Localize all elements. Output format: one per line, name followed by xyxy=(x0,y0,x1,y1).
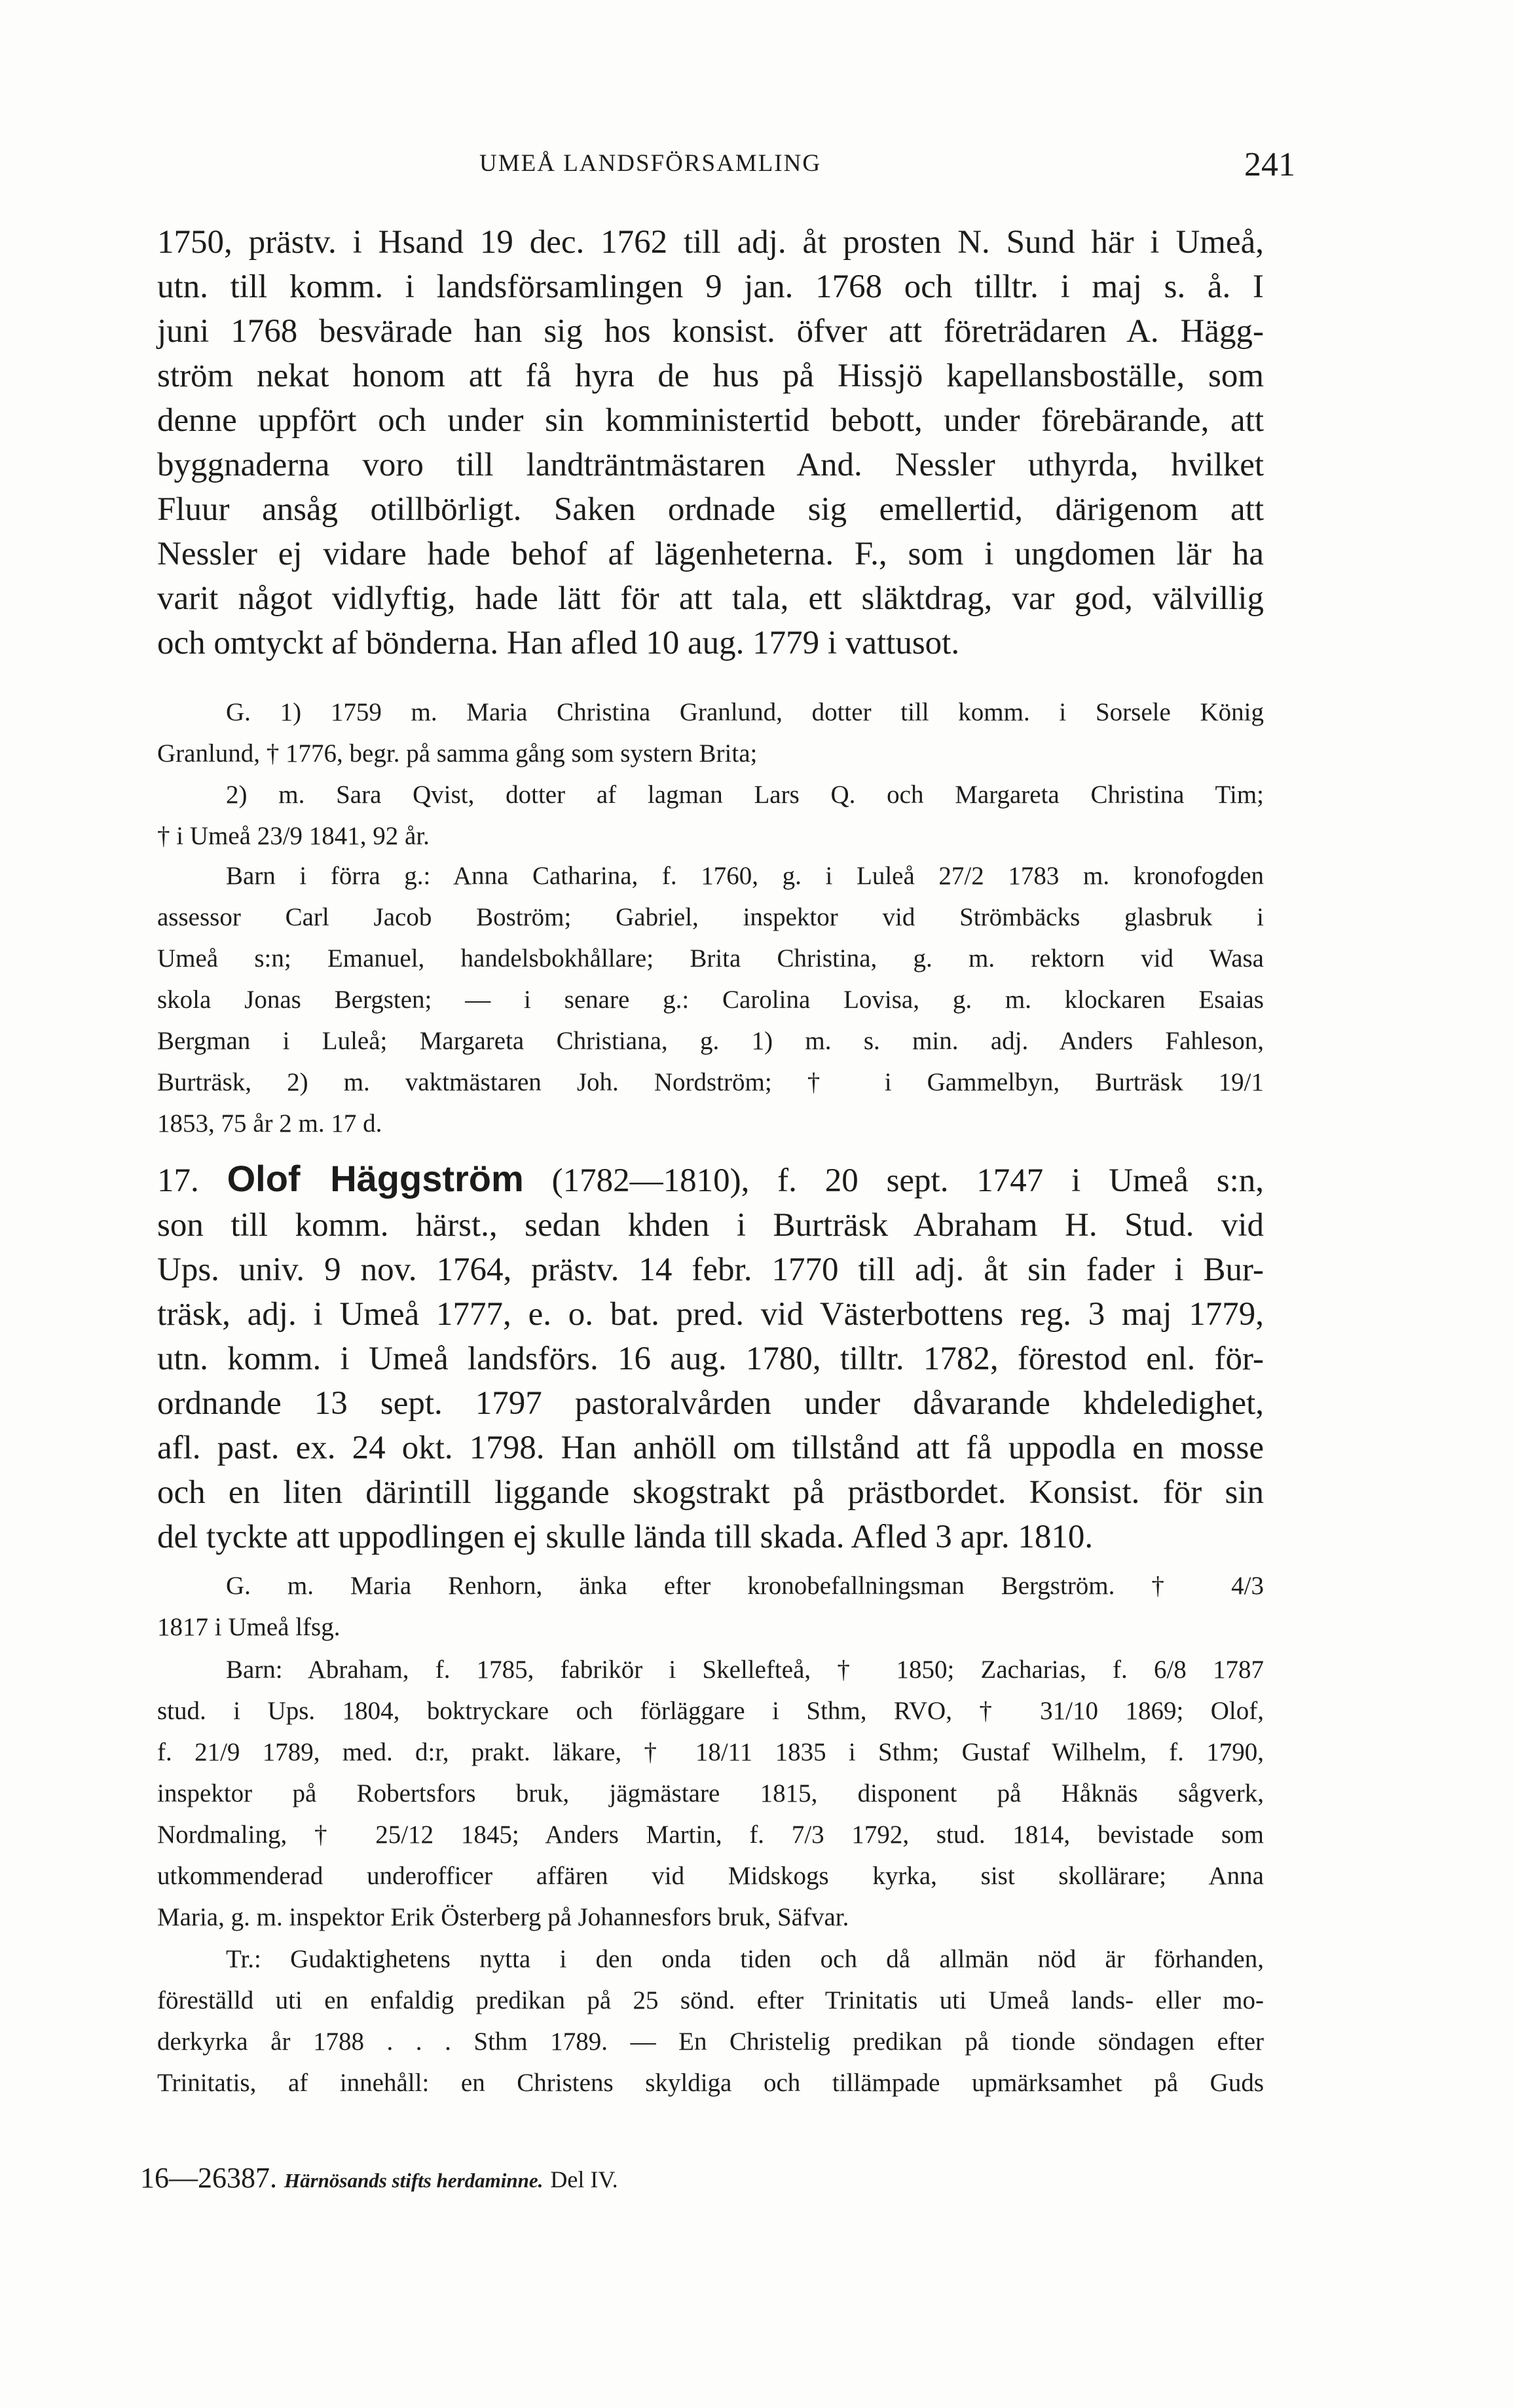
text-line: G. 1) 1759 m. Maria Christina Granlund, dotter till komm. i Sorsele König xyxy=(226,698,1264,726)
text-line: föreställd uti en enfaldig predikan på 25 sönd. efter Trinitatis uti Umeå lands- eller mo- xyxy=(157,1986,1264,2014)
page-number: 241 xyxy=(1244,146,1295,183)
paragraph-marriages-fluur xyxy=(157,692,1264,857)
book-title: Härnösands stifts herdaminne. xyxy=(284,2169,544,2192)
text-line: Maria, g. m. inspektor Erik Österberg på Johannesfors bruk, Säfvar. xyxy=(157,1903,849,1931)
text-line: derkyrka år 1788 . . . Sthm 1789. — En Christelig predikan på tionde söndagen efter xyxy=(157,2028,1264,2056)
text-line: träsk, adj. i Umeå 1777, e. o. bat. pred. vid Västerbottens reg. 3 maj 1779, xyxy=(157,1296,1264,1333)
text-line: stud. i Ups. 1804, boktryckare och förläggare i Sthm, RVO, † 31/10 1869; Olof, xyxy=(157,1697,1264,1725)
text-line: juni 1768 besvärade han sig hos konsist. öfver att företrädaren A. Hägg- xyxy=(157,313,1264,350)
entry-name: Olof Häggström xyxy=(227,1158,524,1199)
text-line: inspektor på Robertsfors bruk, jägmästare 1815, disponent på Håknäs sågverk, xyxy=(157,1779,1264,1807)
paragraph-fluur-biography xyxy=(157,220,1264,665)
text-line: Nordmaling, † 25/12 1845; Anders Martin, f. 7/3 1792, stud. 1814, bevistade som xyxy=(157,1821,1264,1849)
paragraph-children-fluur xyxy=(157,855,1264,1144)
entry-heading-line xyxy=(157,1157,1264,1203)
text-line: son till komm. härst., sedan khden i Burträsk Abraham H. Stud. vid xyxy=(157,1207,1264,1244)
entry-number: 17. xyxy=(157,1162,199,1199)
text-line: 1817 i Umeå lfsg. xyxy=(157,1613,341,1641)
text-line: 1750, prästv. i Hsand 19 dec. 1762 till adj. åt prosten N. Sund här i Umeå, xyxy=(157,224,1264,261)
text-line: utn. komm. i Umeå landsförs. 16 aug. 1780, tilltr. 1782, förestod enl. för- xyxy=(157,1341,1264,1377)
text-line: utn. till komm. i landsförsamlingen 9 jan. 1768 och tilltr. i maj s. å. I xyxy=(157,269,1264,305)
volume-label: Del IV. xyxy=(550,2166,618,2193)
paragraph-writings xyxy=(157,1938,1264,2103)
text-line: Tr.: Gudaktighetens nytta i den onda tiden och då allmän nöd är förhanden, xyxy=(226,1945,1264,1973)
text-line: skola Jonas Bergsten; — i senare g.: Carolina Lovisa, g. m. klockaren Esaias xyxy=(157,986,1264,1014)
running-head xyxy=(0,146,1514,189)
text-line: 1853, 75 år 2 m. 17 d. xyxy=(157,1109,382,1138)
text-line: 2) m. Sara Qvist, dotter af lagman Lars Q. och Margareta Christina Tim; xyxy=(226,781,1264,809)
running-title: UMEÅ LANDSFÖRSAMLING xyxy=(479,150,822,177)
text-line: del tyckte att uppodlingen ej skulle lända till skada. Afled 3 apr. 1810. xyxy=(157,1519,1094,1555)
page-footer xyxy=(140,2161,618,2195)
text-line: afl. past. ex. 24 okt. 1798. Han anhöll om tillstånd att få uppodla en mosse xyxy=(157,1430,1264,1466)
text-line: ström nekat honom att få hyra de hus på Hissjö kapellansboställe, som xyxy=(157,358,1264,394)
text-line: Nessler ej vidare hade behof af lägenheterna. F., som i ungdomen lär ha xyxy=(157,536,1264,572)
text-line: Burträsk, 2) m. vaktmästaren Joh. Nordström; † i Gammelbyn, Burträsk 19/1 xyxy=(157,1068,1264,1096)
entry-17-olof-haggstrom xyxy=(157,1157,1264,1559)
paragraph-marriage-haggstrom xyxy=(157,1565,1264,1648)
text-line: denne uppfört och under sin komministertid bebott, under förebärande, att xyxy=(157,402,1264,439)
printer-signature: 16—26387. xyxy=(140,2162,277,2194)
text-line: assessor Carl Jacob Boström; Gabriel, inspektor vid Strömbäcks glasbruk i xyxy=(157,903,1264,931)
text-line: Granlund, † 1776, begr. på samma gång som systern Brita; xyxy=(157,739,758,768)
text-line: Bergman i Luleå; Margareta Christiana, g. 1) m. s. min. adj. Anders Fahleson, xyxy=(157,1027,1264,1055)
text-line: byggnaderna voro till landträntmästaren And. Nessler uthyrda, hvilket xyxy=(157,447,1264,483)
text-line: (1782—1810), f. 20 sept. 1747 i Umeå s:n, xyxy=(523,1162,1265,1199)
text-line: utkommenderad underofficer affären vid Midskogs kyrka, sist skollärare; Anna xyxy=(157,1862,1264,1890)
text-line: ordnande 13 sept. 1797 pastoralvården under dåvarande khdeledighet, xyxy=(157,1385,1264,1422)
text-line: och en liten därintill liggande skogstrakt på prästbordet. Konsist. för sin xyxy=(157,1474,1264,1511)
text-line: † i Umeå 23/9 1841, 92 år. xyxy=(157,822,430,850)
text-line: Ups. univ. 9 nov. 1764, prästv. 14 febr. 1770 till adj. åt sin fader i Bur- xyxy=(157,1251,1264,1288)
text-line: Trinitatis, af innehåll: en Christens skyldiga och tillämpade upmärksamhet på Guds xyxy=(157,2069,1264,2097)
text-line: och omtyckt af bönderna. Han afled 10 aug. 1779 i vattusot. xyxy=(157,625,960,661)
text-line: Umeå s:n; Emanuel, handelsbokhållare; Brita Christina, g. m. rektorn vid Wasa xyxy=(157,944,1264,972)
text-line: f. 21/9 1789, med. d:r, prakt. läkare, † 18/11 1835 i Sthm; Gustaf Wilhelm, f. 1790, xyxy=(157,1738,1264,1766)
text-line: varit något vidlyftig, hade lätt för att tala, ett släktdrag, var god, välvillig xyxy=(157,580,1264,617)
paragraph-children-haggstrom xyxy=(157,1649,1264,1938)
text-line: Barn: Abraham, f. 1785, fabrikör i Skellefteå, † 1850; Zacharias, f. 6/8 1787 xyxy=(226,1656,1264,1684)
text-line: G. m. Maria Renhorn, änka efter kronobefallningsman Bergström. † 4/3 xyxy=(226,1572,1264,1600)
text-line: Barn i förra g.: Anna Catharina, f. 1760, g. i Luleå 27/2 1783 m. kronofogden xyxy=(226,862,1264,890)
text-line: Fluur ansåg otillbörligt. Saken ordnade sig emellertid, därigenom att xyxy=(157,491,1264,528)
